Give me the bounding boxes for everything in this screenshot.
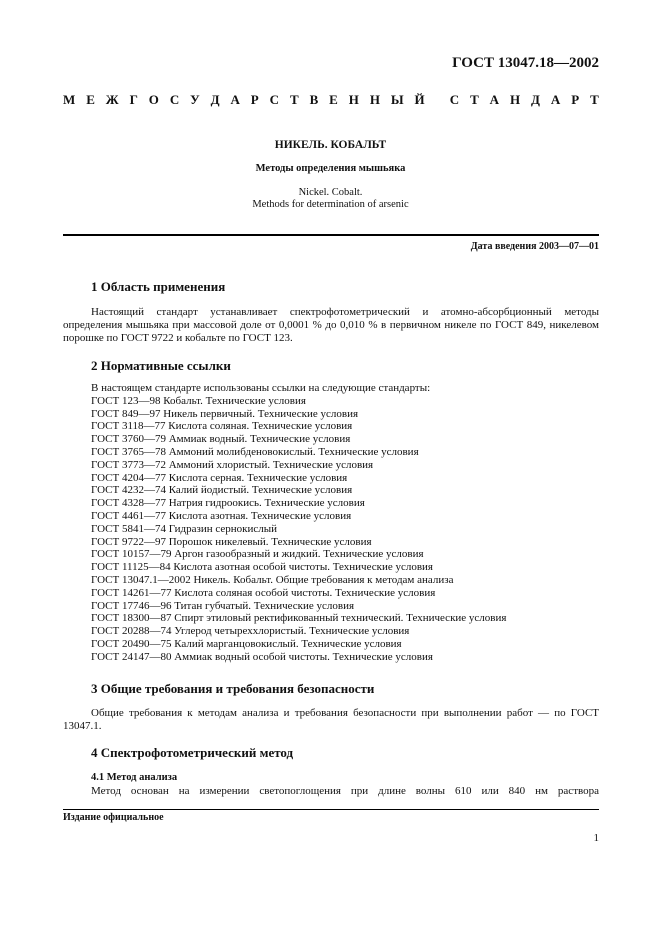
standard-number: ГОСТ 13047.18—2002: [452, 55, 599, 71]
reference-item: ГОСТ 4204—77 Кислота серная. Технические условия: [91, 471, 348, 484]
references-list: [91, 382, 506, 664]
banner-letter: С: [169, 92, 180, 107]
reference-item: ГОСТ 14261—77 Кислота соляная особой чистоты. Технические условия: [91, 586, 436, 599]
banner-letter: Р: [250, 92, 259, 107]
banner-letter: Т: [590, 92, 599, 107]
reference-item: ГОСТ 10157—79 Аргон газообразный и жидкий. Технические условия: [91, 548, 424, 561]
banner-letter: Ж: [105, 92, 119, 107]
banner-letter: Й: [414, 92, 425, 107]
reference-item: ГОСТ 17746—96 Титан губчатый. Технические условия: [91, 599, 355, 612]
reference-item: ГОСТ 13047.1—2002 Никель. Кобальт. Общие требования к методам анализа: [91, 573, 454, 586]
banner-letter: Е: [329, 92, 338, 107]
page-number: 1: [593, 832, 599, 844]
section-1-text: Настоящий стандарт устанавливает спектрофотометрический и атомно-абсорбционный методы определения мышьяка при массовой доле от 0,0001 % до 0,010 % в первичном никеле по ГОСТ 849, никелевом порошке по ГОСТ 9722 и кобальте по ГОСТ 123.: [63, 306, 599, 344]
reference-item: ГОСТ 849—97 Никель первичный. Технические условия: [91, 407, 359, 420]
banner-letter: Р: [571, 92, 580, 107]
reference-item: ГОСТ 20288—74 Углерод четыреххлористый. Технические условия: [91, 625, 410, 638]
reference-item: ГОСТ 3765—78 Аммоний молибденовокислый. Технические условия: [91, 445, 419, 458]
banner-gap: [436, 92, 439, 108]
banner-letter: А: [230, 92, 240, 107]
reference-item: ГОСТ 24147—80 Аммиак водный особой чистоты. Технические условия: [91, 650, 433, 663]
reference-item: ГОСТ 3760—79 Аммиак водный. Технические условия: [91, 433, 351, 446]
section-4-text: Метод основан на измерении светопоглощения при длине волны 610 или 840 нм раствора: [91, 785, 599, 797]
banner-letter: В: [309, 92, 319, 107]
english-title-line1: Nickel. Cobalt.: [298, 187, 363, 198]
english-title-line2: Methods for determination of arsenic: [252, 199, 409, 210]
reference-item: ГОСТ 20490—75 Калий марганцовокислый. Технические условия: [91, 637, 402, 650]
banner-letter: М: [63, 92, 76, 107]
introduction-date: Дата введения 2003—07—01: [470, 241, 599, 252]
reference-item: ГОСТ 4461—77 Кислота азотная. Технические условия: [91, 509, 352, 522]
reference-item: ГОСТ 3773—72 Аммоний хлористый. Технические условия: [91, 458, 374, 471]
english-title: [0, 187, 661, 211]
banner-letter: О: [148, 92, 159, 107]
banner-letter: Г: [129, 92, 138, 107]
banner-letter: С: [449, 92, 460, 107]
banner-letter: Н: [509, 92, 521, 107]
banner-letter: А: [550, 92, 561, 107]
document-title: НИКЕЛЬ. КОБАЛЬТ: [274, 139, 387, 151]
banner-letter: Д: [210, 92, 220, 107]
section-4-1-heading: 4.1 Метод анализа: [91, 772, 178, 783]
banner-letter: А: [489, 92, 500, 107]
references-lead: В настоящем стандарте использованы ссылки на следующие стандарты:: [91, 382, 431, 394]
banner-letter: С: [269, 92, 280, 107]
section-2-heading: 2 Нормативные ссылки: [91, 358, 231, 373]
official-edition-label: Издание официальное: [63, 812, 164, 823]
section-1-heading: 1 Область применения: [91, 279, 226, 294]
banner-letter: Д: [531, 92, 540, 107]
banner-letter: Т: [470, 92, 479, 107]
reference-item: ГОСТ 9722—97 Порошок никелевый. Технические условия: [91, 535, 372, 548]
document-subtitle: Методы определения мышьяка: [255, 163, 406, 174]
top-divider: [63, 234, 599, 236]
footer-divider: [63, 809, 599, 810]
interstate-standard-banner: [63, 92, 599, 108]
reference-item: ГОСТ 11125—84 Кислота азотная особой чистоты. Технические условия: [91, 561, 433, 574]
banner-letter: Н: [369, 92, 380, 107]
reference-item: ГОСТ 18300—87 Спирт этиловый ректификованный технический. Технические условия: [91, 612, 507, 625]
reference-item: ГОСТ 3118—77 Кислота соляная. Технические условия: [91, 420, 353, 433]
section-3-text: Общие требования к методам анализа и требования безопасности при выполнении работ — по ГОСТ 13047.1.: [63, 707, 599, 732]
reference-item: ГОСТ 4232—74 Калий йодистый. Технические условия: [91, 484, 353, 497]
reference-item: ГОСТ 123—98 Кобальт. Технические условия: [91, 394, 306, 407]
section-3-heading: 3 Общие требования и требования безопасности: [91, 681, 375, 696]
banner-letter: Ы: [390, 92, 404, 107]
reference-item: ГОСТ 4328—77 Натрия гидроокись. Технические условия: [91, 497, 365, 510]
banner-letter: Т: [289, 92, 299, 107]
banner-letter: Н: [348, 92, 359, 107]
reference-item: ГОСТ 5841—74 Гидразин сернокислый: [91, 522, 278, 535]
banner-letter: У: [190, 92, 200, 107]
section-4-heading: 4 Спектрофотометрический метод: [91, 745, 294, 760]
banner-letter: Е: [86, 92, 95, 107]
